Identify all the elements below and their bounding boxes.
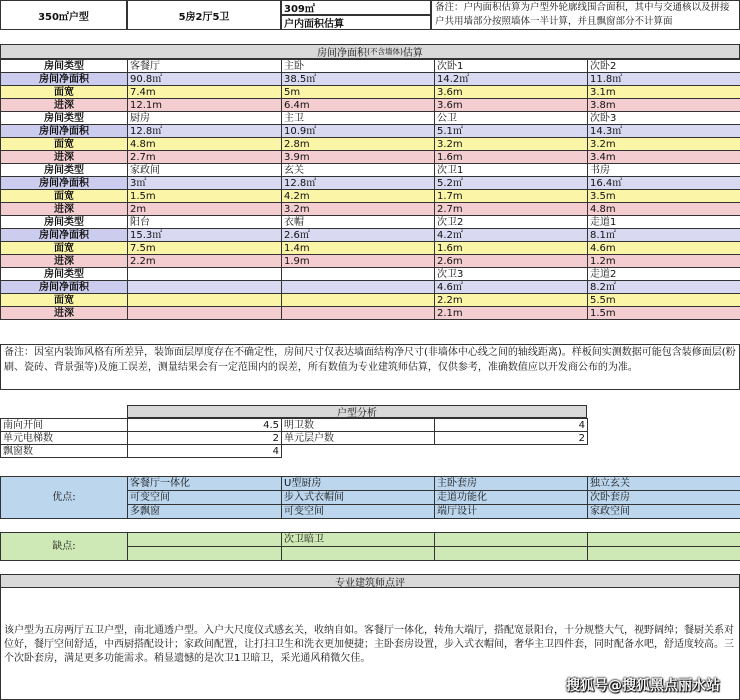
rooms-row-label: 进深 <box>1 99 128 112</box>
unit-type-label: 350㎡户型 <box>0 0 127 30</box>
rooms-cell <box>282 294 435 307</box>
rooms-cell: 1.4m <box>282 242 435 255</box>
rooms-row-label: 房间净面积 <box>1 281 128 294</box>
rooms-cell: 16.4㎡ <box>588 177 740 190</box>
rooms-cell: 3.4m <box>588 151 740 164</box>
rooms-cell: 客餐厅 <box>128 60 282 73</box>
rooms-row <box>1 125 740 138</box>
rooms-cell <box>282 281 435 294</box>
rooms-cell: 2.7m <box>128 151 282 164</box>
rooms-row-label: 面宽 <box>1 86 128 99</box>
rooms-footnote: 备注：因室内装饰风格有所差异，装饰面层厚度存在不确定性，房间尺寸仅表达墙面结构净尺寸(非墙体中心线之间的轴线距离)。样板间实测数据可能包含装修面层(粉刷、瓷砖、背景强等)及施工误差，测量结果会有一定范围内的误差，所有数值为专业建筑师估算，仅供参考，准确数值应以开发商公布的为准。 <box>0 344 740 390</box>
analysis-value: 2 <box>128 432 282 445</box>
analysis-title: 户型分析 <box>127 405 587 418</box>
rooms-row <box>1 203 740 216</box>
analysis-value: 4.5 <box>128 419 282 432</box>
rooms-row <box>1 190 740 203</box>
pros-item: 可变空间 <box>128 491 282 505</box>
rooms-cell: 厨房 <box>128 112 282 125</box>
rooms-cell: 6.4m <box>282 99 435 112</box>
rooms-row-label: 进深 <box>1 307 128 320</box>
rooms-row-label: 面宽 <box>1 294 128 307</box>
rooms-row <box>1 151 740 164</box>
rooms-row <box>1 177 740 190</box>
area-label: 户内面积估算 <box>281 15 431 30</box>
rooms-cell: 3.2m <box>282 203 435 216</box>
rooms-row-label: 房间类型 <box>1 112 128 125</box>
rooms-cell: 走道2 <box>588 268 740 281</box>
analysis-table <box>0 418 588 458</box>
rooms-cell: 10.9㎡ <box>282 125 435 138</box>
cons-table <box>0 532 740 561</box>
rooms-row-label: 房间类型 <box>1 164 128 177</box>
rooms-cell <box>282 268 435 281</box>
rooms-cell: 次卫2 <box>435 216 588 229</box>
rooms-cell: 5.5m <box>588 294 740 307</box>
rooms-cell: 4.2m <box>282 190 435 203</box>
rooms-cell: 4.2㎡ <box>435 229 588 242</box>
analysis-label: 单元电梯数 <box>1 432 128 445</box>
rooms-cell: 14.3㎡ <box>588 125 740 138</box>
analysis-label: 飘窗数 <box>1 445 128 458</box>
review-title: 专业建筑师点评 <box>0 574 740 588</box>
rooms-row <box>1 216 740 229</box>
pros-item: 走道功能化 <box>435 491 588 505</box>
rooms-cell: 次卫3 <box>435 268 588 281</box>
rooms-row <box>1 294 740 307</box>
rooms-cell: 1.2m <box>588 255 740 268</box>
pros-item: 家政空间 <box>588 505 740 519</box>
review-text: 该户型为五房两厅五卫户型，南北通透户型。入户大尺度仪式感玄关，收纳自如。客餐厅一体化，转角大端厅，搭配宽景阳台，十分规整大气，视野阔绰；餐厨关系对位好，餐厅空间舒适，中西厨搭配设计；家政间配置，让打扫卫生和洗衣更加便捷；主卧套房设置，步入式衣帽间，奢华主卫四件套，同时配备水吧，舒适度较高。三个次卧套房，满足更多功能需求。稍显遗憾的是次卫1卫暗卫，采光通风稍微欠佳。 <box>4 625 734 664</box>
pros-item: 次卧套房 <box>588 491 740 505</box>
rooms-cell: 7.5m <box>128 242 282 255</box>
rooms-cell: 1.6m <box>435 151 588 164</box>
rooms-row <box>1 164 740 177</box>
rooms-cell: 家政间 <box>128 164 282 177</box>
rooms-cell: 3.5m <box>588 190 740 203</box>
rooms-cell: 主卧 <box>282 60 435 73</box>
rooms-cell: 4.6㎡ <box>435 281 588 294</box>
rooms-cell: 12.8㎡ <box>282 177 435 190</box>
rooms-cell: 2.1m <box>435 307 588 320</box>
rooms-cell: 3.1m <box>588 86 740 99</box>
rooms-cell: 5.2㎡ <box>435 177 588 190</box>
rooms-cell: 玄关 <box>282 164 435 177</box>
rooms-row <box>1 60 740 73</box>
rooms-row-label: 房间净面积 <box>1 125 128 138</box>
rooms-cell: 3.2m <box>435 138 588 151</box>
rooms-cell: 2.8m <box>282 138 435 151</box>
cons-item <box>435 547 588 561</box>
rooms-cell: 12.8㎡ <box>128 125 282 138</box>
analysis-label: 单元层户数 <box>282 432 435 445</box>
pros-table <box>0 476 740 519</box>
cons-item <box>128 547 282 561</box>
pros-item: 可变空间 <box>282 505 435 519</box>
rooms-row-label: 房间净面积 <box>1 229 128 242</box>
rooms-cell: 1.9m <box>282 255 435 268</box>
rooms-cell: 书房 <box>588 164 740 177</box>
pros-item: 步入式衣帽间 <box>282 491 435 505</box>
rooms-row <box>1 242 740 255</box>
cons-item <box>435 533 588 547</box>
analysis-row <box>1 419 588 432</box>
rooms-cell: 3.2m <box>588 138 740 151</box>
rooms-cell: 次卧1 <box>435 60 588 73</box>
room-count-label: 5房2厅5卫 <box>127 0 281 30</box>
rooms-row <box>1 229 740 242</box>
rooms-row-label: 面宽 <box>1 190 128 203</box>
rooms-cell: 2.2m <box>435 294 588 307</box>
rooms-cell: 5m <box>282 86 435 99</box>
rooms-cell: 15.3㎡ <box>128 229 282 242</box>
rooms-cell: 3㎡ <box>128 177 282 190</box>
rooms-cell: 次卧3 <box>588 112 740 125</box>
rooms-row <box>1 73 740 86</box>
rooms-row <box>1 255 740 268</box>
area-value: 309㎡ <box>281 0 431 15</box>
rooms-cell: 3.8m <box>588 99 740 112</box>
rooms-cell: 次卧2 <box>588 60 740 73</box>
area-note: 备注：户内面积估算为户型外轮廓线围合面积，其中与交通核以及拼接户共用墙部分按照墙体一半计算，并且飘窗部分不计算面 <box>431 0 740 30</box>
pros-item: 独立玄关 <box>588 477 740 491</box>
rooms-cell: 14.2㎡ <box>435 73 588 86</box>
rooms-row-label: 房间类型 <box>1 268 128 281</box>
rooms-cell: 90.8㎡ <box>128 73 282 86</box>
rooms-cell: 38.5㎡ <box>282 73 435 86</box>
rooms-cell <box>128 307 282 320</box>
rooms-cell: 走道1 <box>588 216 740 229</box>
cons-item <box>588 533 740 547</box>
rooms-cell: 8.1㎡ <box>588 229 740 242</box>
rooms-cell: 1.5m <box>128 190 282 203</box>
analysis-row <box>1 432 588 445</box>
rooms-row-label: 面宽 <box>1 138 128 151</box>
rooms-row-label: 进深 <box>1 203 128 216</box>
rooms-row <box>1 281 740 294</box>
rooms-cell: 12.1m <box>128 99 282 112</box>
pros-item: U型厨房 <box>282 477 435 491</box>
rooms-cell: 2.6㎡ <box>282 229 435 242</box>
rooms-cell: 8.2㎡ <box>588 281 740 294</box>
rooms-cell: 4.8m <box>128 138 282 151</box>
rooms-cell: 1.7m <box>435 190 588 203</box>
rooms-cell: 公卫 <box>435 112 588 125</box>
rooms-row-label: 房间类型 <box>1 60 128 73</box>
rooms-cell: 5.1㎡ <box>435 125 588 138</box>
rooms-row <box>1 112 740 125</box>
rooms-section-title: 房间净面积 (不含墙体) 估算 <box>0 44 740 59</box>
rooms-cell: 4.6m <box>588 242 740 255</box>
rooms-cell: 11.8㎡ <box>588 73 740 86</box>
cons-label: 缺点: <box>1 533 128 561</box>
cons-item: 次卫暗卫 <box>282 533 435 547</box>
rooms-cell: 3.9m <box>282 151 435 164</box>
rooms-cell: 2.2m <box>128 255 282 268</box>
cons-item <box>282 547 435 561</box>
pros-item: 端厅设计 <box>435 505 588 519</box>
rooms-cell <box>128 294 282 307</box>
rooms-cell: 4.8m <box>588 203 740 216</box>
rooms-cell <box>128 268 282 281</box>
rooms-row-label: 进深 <box>1 255 128 268</box>
rooms-cell: 1.6m <box>435 242 588 255</box>
analysis-label: 南向开间 <box>1 419 128 432</box>
rooms-cell: 3.6m <box>435 99 588 112</box>
analysis-row <box>1 445 588 458</box>
rooms-cell: 2m <box>128 203 282 216</box>
pros-item: 客餐厅一体化 <box>128 477 282 491</box>
rooms-table <box>0 59 740 320</box>
rooms-cell: 7.4m <box>128 86 282 99</box>
rooms-cell: 衣帽 <box>282 216 435 229</box>
rooms-row <box>1 307 740 320</box>
rooms-row-label: 房间净面积 <box>1 177 128 190</box>
cons-item <box>128 533 282 547</box>
rooms-cell: 3.6m <box>435 86 588 99</box>
watermark-text: 搜狐号@搜狐黑点丽水站 <box>566 678 720 694</box>
rooms-cell <box>128 281 282 294</box>
rooms-row <box>1 268 740 281</box>
analysis-value: 4 <box>435 419 588 432</box>
rooms-cell: 2.6m <box>435 255 588 268</box>
rooms-row-label: 房间类型 <box>1 216 128 229</box>
rooms-row <box>1 138 740 151</box>
rooms-cell: 1.5m <box>588 307 740 320</box>
pros-label: 优点: <box>1 477 128 519</box>
rooms-cell: 主卫 <box>282 112 435 125</box>
rooms-cell: 阳台 <box>128 216 282 229</box>
rooms-row <box>1 99 740 112</box>
pros-item: 多飘窗 <box>128 505 282 519</box>
rooms-cell <box>282 307 435 320</box>
analysis-value: 4 <box>128 445 282 458</box>
cons-item <box>588 547 740 561</box>
rooms-row-label: 房间净面积 <box>1 73 128 86</box>
rooms-row <box>1 86 740 99</box>
rooms-row-label: 面宽 <box>1 242 128 255</box>
rooms-cell: 次卫1 <box>435 164 588 177</box>
rooms-row-label: 进深 <box>1 151 128 164</box>
analysis-label: 明卫数 <box>282 419 435 432</box>
analysis-value: 2 <box>435 432 588 445</box>
pros-item: 主卧套房 <box>435 477 588 491</box>
rooms-cell: 2.7m <box>435 203 588 216</box>
